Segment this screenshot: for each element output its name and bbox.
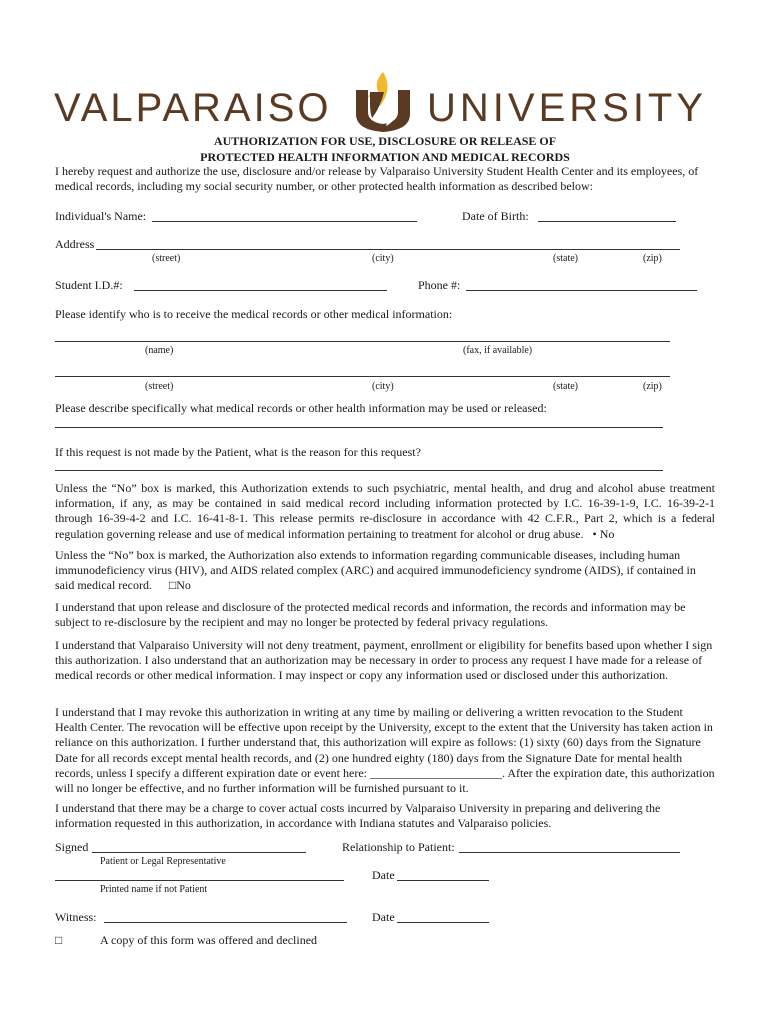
- recipient-name-field[interactable]: [55, 341, 670, 342]
- non-conditioning-paragraph: I understand that Valparaiso University will not deny treatment, payment, enrollment or eligibility for benefits based upon whether I sign this authorization. I also understand that an authorization may be necessary in order to process any request I have made for a release of medical records or other medical information. I may inspect or copy any information used or disclosed under this authorization.: [55, 638, 713, 683]
- intro-text: I hereby request and authorize the use, disclosure and/or release by Valparaiso University Student Health Center and its employees, of medical records, including my social security number, or other protected health information as described below:: [55, 164, 699, 194]
- psychiatric-consent-text: Unless the “No” box is marked, this Authorization extends to such psychiatric, mental health, and drug and alcohol abuse treatment information, if any, as may be contained in said medical record including information protected by I.C. 16-39-1-9, I.C. 16-39-2-1 through 16-39-4-2 and I.C. 16-41-8-1. This release permits re-disclosure in accordance with 42 C.F.R., Part 2, which is a federal regulation governing release and use of medical information pertaining to treatment for alcohol or drug abuse.: [55, 481, 715, 541]
- recipient-prompt: Please identify who is to receive the medical records or other medical information:: [55, 307, 453, 321]
- revocation-paragraph: I understand that I may revoke this authorization in writing at any time by mailing or delivering a written revocation to the Student Health Center. The revocation will be effective upon receipt by the University, except to the extent that the University has taken action in reliance on this authorization. I further understand that, this authorization will expire as follows: (1) sixty (60) days from the Signature Date for all records except mental health records, and (2) one hundred eighty (180) days from the Signature Date for mental health records, unless I specify a different expiration date or event here: ______________________. After the expiration date, this authorization will no longer be effective, and no further information will be furnished pursuant to it.: [55, 705, 715, 796]
- address-street-caption: (street): [152, 253, 181, 264]
- date-field[interactable]: [397, 880, 489, 881]
- address-label: Address: [55, 237, 95, 251]
- describe-prompt: Please describe specifically what medical records or other health information may be used or released:: [55, 401, 547, 415]
- dob-field[interactable]: [538, 221, 676, 222]
- recipient-street-caption: (street): [145, 381, 174, 392]
- witness-date-label: Date: [372, 910, 395, 924]
- charges-paragraph: I understand that there may be a charge to cover actual costs incurred by Valparaiso University in preparing and delivering the information requested in this authorization, in accordance with Indiana statutes and Valparaiso policies.: [55, 801, 661, 831]
- communicable-no-checkbox[interactable]: □No: [168, 578, 191, 593]
- signature-field[interactable]: [92, 852, 306, 853]
- name-field[interactable]: [152, 221, 417, 222]
- address-field[interactable]: [96, 249, 680, 250]
- relationship-field[interactable]: [459, 852, 680, 853]
- recipient-address-field[interactable]: [55, 376, 670, 377]
- logo-text-right: UNIVERSITY: [427, 86, 708, 130]
- redisclosure-paragraph: I understand that upon release and disclosure of the protected medical records and information, the records and information may be subject to re-disclosure by the recipient and may no longer be protected by federal privacy regulations.: [55, 600, 686, 630]
- signed-label: Signed: [55, 840, 89, 854]
- recipient-city-caption: (city): [372, 381, 394, 392]
- patient-rep-caption: Patient or Legal Representative: [100, 856, 226, 867]
- phone-label: Phone #:: [418, 278, 461, 292]
- printed-name-caption: Printed name if not Patient: [100, 884, 208, 895]
- form-title-line1: AUTHORIZATION FOR USE, DISCLOSURE OR RELEASE OF: [213, 134, 557, 148]
- witness-label: Witness:: [55, 910, 97, 924]
- communicable-disease-paragraph: [55, 548, 715, 594]
- psychiatric-no-checkbox[interactable]: • No: [592, 526, 615, 541]
- address-zip-caption: (zip): [643, 253, 662, 264]
- communicable-disease-text: Unless the “No” box is marked, the Authorization also extends to information regarding communicable diseases, including human immunodeficiency virus (HIV), and AIDS related complex (ARC) and acquired immunodeficiency syndrome (AIDS), if contained in said medical record.: [55, 548, 696, 593]
- reason-prompt: If this request is not made by the Patient, what is the reason for this request?: [55, 445, 421, 459]
- declined-text: A copy of this form was offered and declined: [100, 933, 318, 947]
- witness-field[interactable]: [104, 922, 347, 923]
- address-city-caption: (city): [372, 253, 394, 264]
- address-state-caption: (state): [553, 253, 578, 264]
- dob-label: Date of Birth:: [462, 209, 529, 223]
- recipient-name-caption: (name): [145, 345, 174, 356]
- phone-field[interactable]: [466, 290, 697, 291]
- declined-checkbox[interactable]: □: [55, 933, 63, 947]
- student-id-label: Student I.D.#:: [55, 278, 123, 292]
- reason-field[interactable]: [55, 470, 663, 471]
- name-label: Individual's Name:: [55, 209, 147, 223]
- printed-name-field[interactable]: [55, 880, 344, 881]
- psychiatric-consent-paragraph: [55, 481, 715, 542]
- date-label: Date: [372, 868, 395, 882]
- relationship-label: Relationship to Patient:: [342, 840, 455, 854]
- university-crest-icon: [350, 68, 416, 134]
- recipient-fax-caption: (fax, if available): [463, 345, 533, 356]
- logo-text-left: VALPARAISO: [54, 86, 332, 130]
- describe-field[interactable]: [55, 427, 663, 428]
- form-title-line2: PROTECTED HEALTH INFORMATION AND MEDICAL RECORDS: [200, 150, 570, 164]
- witness-date-field[interactable]: [397, 922, 489, 923]
- recipient-state-caption: (state): [553, 381, 578, 392]
- student-id-field[interactable]: [134, 290, 387, 291]
- recipient-zip-caption: (zip): [643, 381, 662, 392]
